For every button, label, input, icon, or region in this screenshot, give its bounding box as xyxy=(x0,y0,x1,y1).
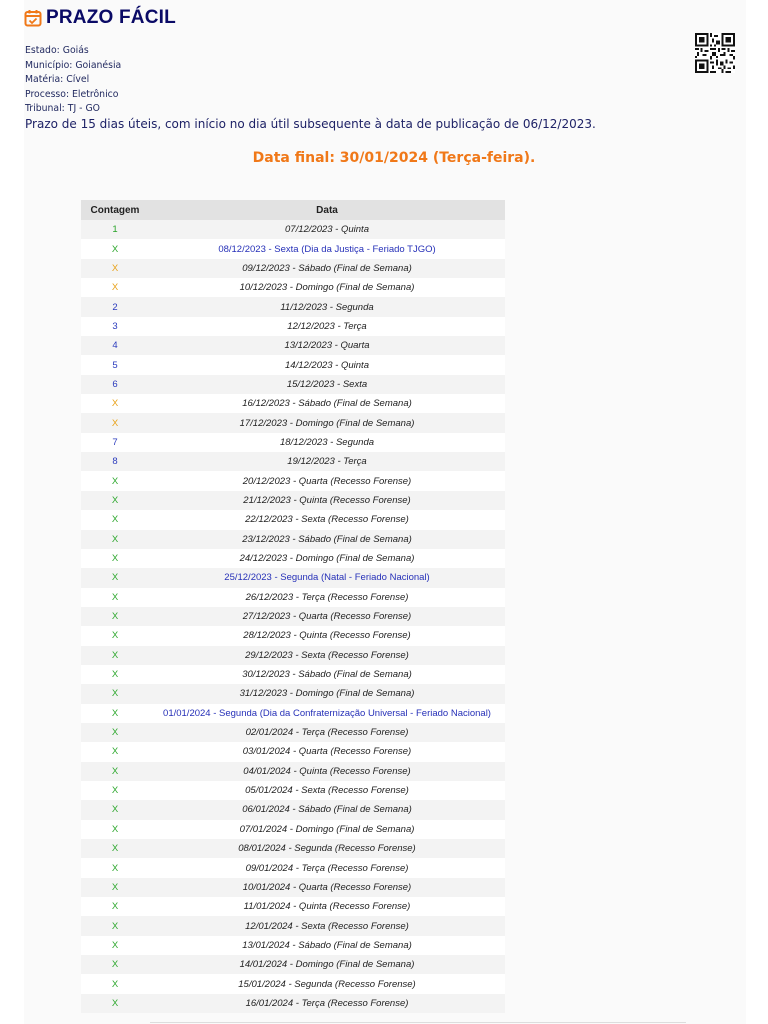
row-count: X xyxy=(81,858,149,877)
row-date: 15/12/2023 - Sexta xyxy=(149,375,505,394)
calendar-check-icon xyxy=(24,9,42,27)
row-date: 28/12/2023 - Quinta (Recesso Forense) xyxy=(149,626,505,645)
table-row xyxy=(81,800,505,819)
row-count: X xyxy=(81,974,149,993)
table-row xyxy=(81,820,505,839)
row-count: X xyxy=(81,684,149,703)
row-date: 29/12/2023 - Sexta (Recesso Forense) xyxy=(149,646,505,665)
table-row xyxy=(81,878,505,897)
row-count: X xyxy=(81,916,149,935)
row-date: 13/01/2024 - Sábado (Final de Semana) xyxy=(149,936,505,955)
table-row xyxy=(81,897,505,916)
row-date: 16/01/2024 - Terça (Recesso Forense) xyxy=(149,994,505,1013)
row-date: 20/12/2023 - Quarta (Recesso Forense) xyxy=(149,471,505,490)
table-row xyxy=(81,974,505,993)
row-date: 04/01/2024 - Quinta (Recesso Forense) xyxy=(149,762,505,781)
row-date: 30/12/2023 - Sábado (Final de Semana) xyxy=(149,665,505,684)
row-date: 06/01/2024 - Sábado (Final de Semana) xyxy=(149,800,505,819)
table-row xyxy=(81,646,505,665)
table-row xyxy=(81,530,505,549)
table-row xyxy=(81,491,505,510)
row-date: 14/12/2023 - Quinta xyxy=(149,355,505,374)
row-count: 5 xyxy=(81,355,149,374)
row-date: 07/01/2024 - Domingo (Final de Semana) xyxy=(149,820,505,839)
row-date: 25/12/2023 - Segunda (Natal - Feriado Nacional) xyxy=(149,568,505,587)
row-count: X xyxy=(81,781,149,800)
row-count: 1 xyxy=(81,220,149,239)
row-count: X xyxy=(81,762,149,781)
row-count: X xyxy=(81,394,149,413)
table-row xyxy=(81,297,505,316)
row-date: 08/12/2023 - Sexta (Dia da Justiça - Feriado TJGO) xyxy=(149,239,505,258)
row-date: 26/12/2023 - Terça (Recesso Forense) xyxy=(149,588,505,607)
table-row xyxy=(81,723,505,742)
table-row xyxy=(81,936,505,955)
row-count: X xyxy=(81,839,149,858)
row-date: 03/01/2024 - Quarta (Recesso Forense) xyxy=(149,742,505,761)
row-date: 27/12/2023 - Quarta (Recesso Forense) xyxy=(149,607,505,626)
row-date: 15/01/2024 - Segunda (Recesso Forense) xyxy=(149,974,505,993)
deadline-table xyxy=(81,200,505,1013)
table-row xyxy=(81,839,505,858)
col-header-count: Contagem xyxy=(81,200,149,220)
row-date: 10/01/2024 - Quarta (Recesso Forense) xyxy=(149,878,505,897)
row-date: 31/12/2023 - Domingo (Final de Semana) xyxy=(149,684,505,703)
row-count: X xyxy=(81,239,149,258)
row-date: 14/01/2024 - Domingo (Final de Semana) xyxy=(149,955,505,974)
table-row xyxy=(81,549,505,568)
row-count: X xyxy=(81,646,149,665)
row-count: X xyxy=(81,549,149,568)
row-count: X xyxy=(81,278,149,297)
row-count: X xyxy=(81,820,149,839)
table-row xyxy=(81,394,505,413)
row-date: 24/12/2023 - Domingo (Final de Semana) xyxy=(149,549,505,568)
row-count: 7 xyxy=(81,433,149,452)
row-count: X xyxy=(81,665,149,684)
final-date: Data final: 30/01/2024 (Terça-feira). xyxy=(252,150,536,166)
table-row xyxy=(81,336,505,355)
table-row xyxy=(81,355,505,374)
brand[interactable] xyxy=(24,7,176,29)
row-date: 10/12/2023 - Domingo (Final de Semana) xyxy=(149,278,505,297)
row-date: 19/12/2023 - Terça xyxy=(149,452,505,471)
table-row xyxy=(81,413,505,432)
deadline-summary: Prazo de 15 dias úteis, com início no dia útil subsequente à data de publicação de 06/12/2023. xyxy=(25,117,596,131)
row-date: 17/12/2023 - Domingo (Final de Semana) xyxy=(149,413,505,432)
meta-municipio: Município: Goianésia xyxy=(25,59,122,71)
table-row xyxy=(81,220,505,239)
table-row xyxy=(81,510,505,529)
row-count: X xyxy=(81,800,149,819)
table-row xyxy=(81,858,505,877)
row-date: 23/12/2023 - Sábado (Final de Semana) xyxy=(149,530,505,549)
table-row xyxy=(81,452,505,471)
row-date: 22/12/2023 - Sexta (Recesso Forense) xyxy=(149,510,505,529)
row-date: 09/01/2024 - Terça (Recesso Forense) xyxy=(149,858,505,877)
table-row xyxy=(81,568,505,587)
table-row xyxy=(81,259,505,278)
table-row xyxy=(81,684,505,703)
table-row xyxy=(81,588,505,607)
app-title: PRAZO FÁCIL xyxy=(46,7,176,28)
row-count: X xyxy=(81,510,149,529)
row-count: 3 xyxy=(81,317,149,336)
row-date: 16/12/2023 - Sábado (Final de Semana) xyxy=(149,394,505,413)
row-date: 12/12/2023 - Terça xyxy=(149,317,505,336)
row-count: X xyxy=(81,568,149,587)
row-count: X xyxy=(81,607,149,626)
meta-materia: Matéria: Cível xyxy=(25,74,90,85)
table-row xyxy=(81,278,505,297)
row-count: 4 xyxy=(81,336,149,355)
table-row xyxy=(81,665,505,684)
table-row xyxy=(81,994,505,1013)
row-count: X xyxy=(81,897,149,916)
row-date: 09/12/2023 - Sábado (Final de Semana) xyxy=(149,259,505,278)
meta-tribunal: Tribunal: TJ - GO xyxy=(25,103,100,114)
table-row xyxy=(81,433,505,452)
row-date: 05/01/2024 - Sexta (Recesso Forense) xyxy=(149,781,505,800)
table-row xyxy=(81,626,505,645)
table-row xyxy=(81,762,505,781)
row-count: 2 xyxy=(81,297,149,316)
row-count: X xyxy=(81,491,149,510)
meta-processo: Processo: Eletrônico xyxy=(25,88,119,100)
row-count: 8 xyxy=(81,452,149,471)
row-count: X xyxy=(81,742,149,761)
row-date: 18/12/2023 - Segunda xyxy=(149,433,505,452)
table-row xyxy=(81,607,505,626)
row-count: X xyxy=(81,704,149,723)
row-date: 01/01/2024 - Segunda (Dia da Confraternização Universal - Feriado Nacional) xyxy=(149,704,505,723)
row-date: 11/01/2024 - Quinta (Recesso Forense) xyxy=(149,897,505,916)
row-count: X xyxy=(81,878,149,897)
table-row xyxy=(81,471,505,490)
row-count: X xyxy=(81,723,149,742)
row-date: 11/12/2023 - Segunda xyxy=(149,297,505,316)
row-date: 13/12/2023 - Quarta xyxy=(149,336,505,355)
row-date: 12/01/2024 - Sexta (Recesso Forense) xyxy=(149,916,505,935)
table-row xyxy=(81,955,505,974)
table-row xyxy=(81,375,505,394)
row-count: 6 xyxy=(81,375,149,394)
row-count: X xyxy=(81,994,149,1013)
table-row xyxy=(81,704,505,723)
row-date: 21/12/2023 - Quinta (Recesso Forense) xyxy=(149,491,505,510)
table-body xyxy=(81,220,505,1013)
row-date: 08/01/2024 - Segunda (Recesso Forense) xyxy=(149,839,505,858)
table-row xyxy=(81,317,505,336)
col-header-date: Data xyxy=(149,200,505,220)
final-date-banner xyxy=(0,150,768,166)
row-count: X xyxy=(81,588,149,607)
meta-estado: Estado: Goiás xyxy=(25,45,89,56)
row-count: X xyxy=(81,471,149,490)
table-header-row xyxy=(81,200,505,220)
divider xyxy=(150,1022,686,1023)
table-row xyxy=(81,781,505,800)
table-row xyxy=(81,239,505,258)
row-count: X xyxy=(81,626,149,645)
qr-code-icon xyxy=(694,33,736,73)
row-count: X xyxy=(81,936,149,955)
row-count: X xyxy=(81,530,149,549)
row-count: X xyxy=(81,955,149,974)
row-count: X xyxy=(81,259,149,278)
row-date: 02/01/2024 - Terça (Recesso Forense) xyxy=(149,723,505,742)
table-row xyxy=(81,916,505,935)
row-date: 07/12/2023 - Quinta xyxy=(149,220,505,239)
process-metadata xyxy=(25,44,121,117)
row-count: X xyxy=(81,413,149,432)
table-row xyxy=(81,742,505,761)
